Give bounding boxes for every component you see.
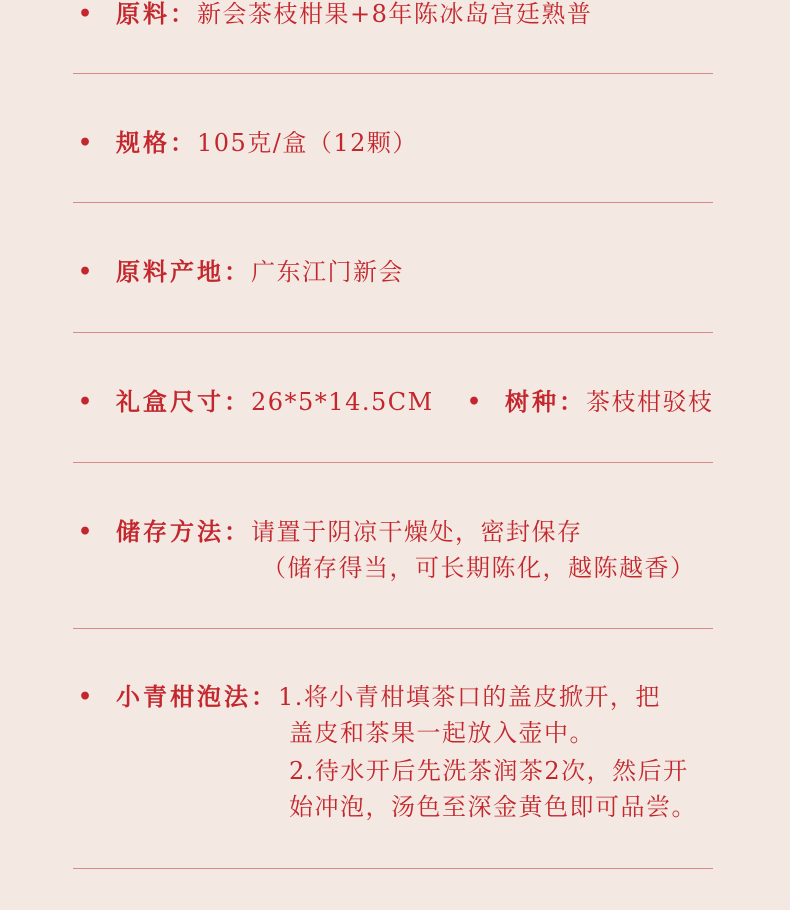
box-size-label: 礼盒尺寸：: [116, 387, 251, 416]
storage-label: 储存方法：: [116, 517, 251, 546]
brewing-line-2: [289, 715, 595, 751]
brewing-line-1: [116, 679, 661, 715]
variety-line: [505, 384, 714, 420]
divider: [73, 332, 713, 333]
spec-label: 规格：: [116, 128, 197, 157]
material-value: 新会茶枝柑果+8年陈冰岛宫廷熟普: [197, 0, 593, 28]
divider: [73, 202, 713, 203]
brewing-step-2-line-1: 2.待水开后先洗茶润茶2次，然后开: [289, 757, 689, 785]
bullet: •: [78, 519, 94, 545]
brewing-line-3: [289, 753, 689, 789]
bullet: •: [78, 130, 94, 156]
origin-line: [116, 254, 404, 290]
brewing-step-1-line-2: 盖皮和茶果一起放入壶中。: [289, 719, 595, 747]
bullet: •: [78, 259, 94, 285]
box-size-value: 26*5*14.5CM: [251, 388, 434, 416]
storage-line-1: [116, 514, 583, 550]
spec-value: 105克/盒（12颗）: [197, 129, 418, 157]
bullet: •: [78, 684, 94, 710]
brewing-step-2-line-2: 始冲泡，汤色至深金黄色即可品尝。: [289, 793, 697, 821]
divider: [73, 462, 713, 463]
box-size-line: [116, 384, 434, 420]
brewing-line-4: [289, 789, 697, 825]
divider: [73, 73, 713, 74]
divider: [73, 628, 713, 629]
material-line: [116, 0, 592, 32]
bullet: •: [78, 1, 94, 27]
brewing-step-1-line-1: 1.将小青柑填茶口的盖皮掀开，把: [278, 683, 661, 711]
variety-label: 树种：: [505, 387, 586, 416]
storage-value-line-1: 请置于阴凉干燥处，密封保存: [251, 518, 583, 546]
material-label: 原料：: [116, 0, 197, 28]
storage-value-line-2: （储存得当，可长期陈化，越陈越香）: [262, 554, 696, 582]
divider: [73, 868, 713, 869]
origin-value: 广东江门新会: [251, 258, 404, 286]
origin-label: 原料产地：: [116, 257, 251, 286]
storage-line-2: [262, 550, 696, 586]
variety-value: 茶枝柑驳枝: [586, 388, 714, 416]
bullet: •: [467, 389, 483, 415]
spec-line: [116, 125, 418, 161]
brewing-label: 小青柑泡法：: [116, 682, 278, 711]
bullet: •: [78, 389, 94, 415]
